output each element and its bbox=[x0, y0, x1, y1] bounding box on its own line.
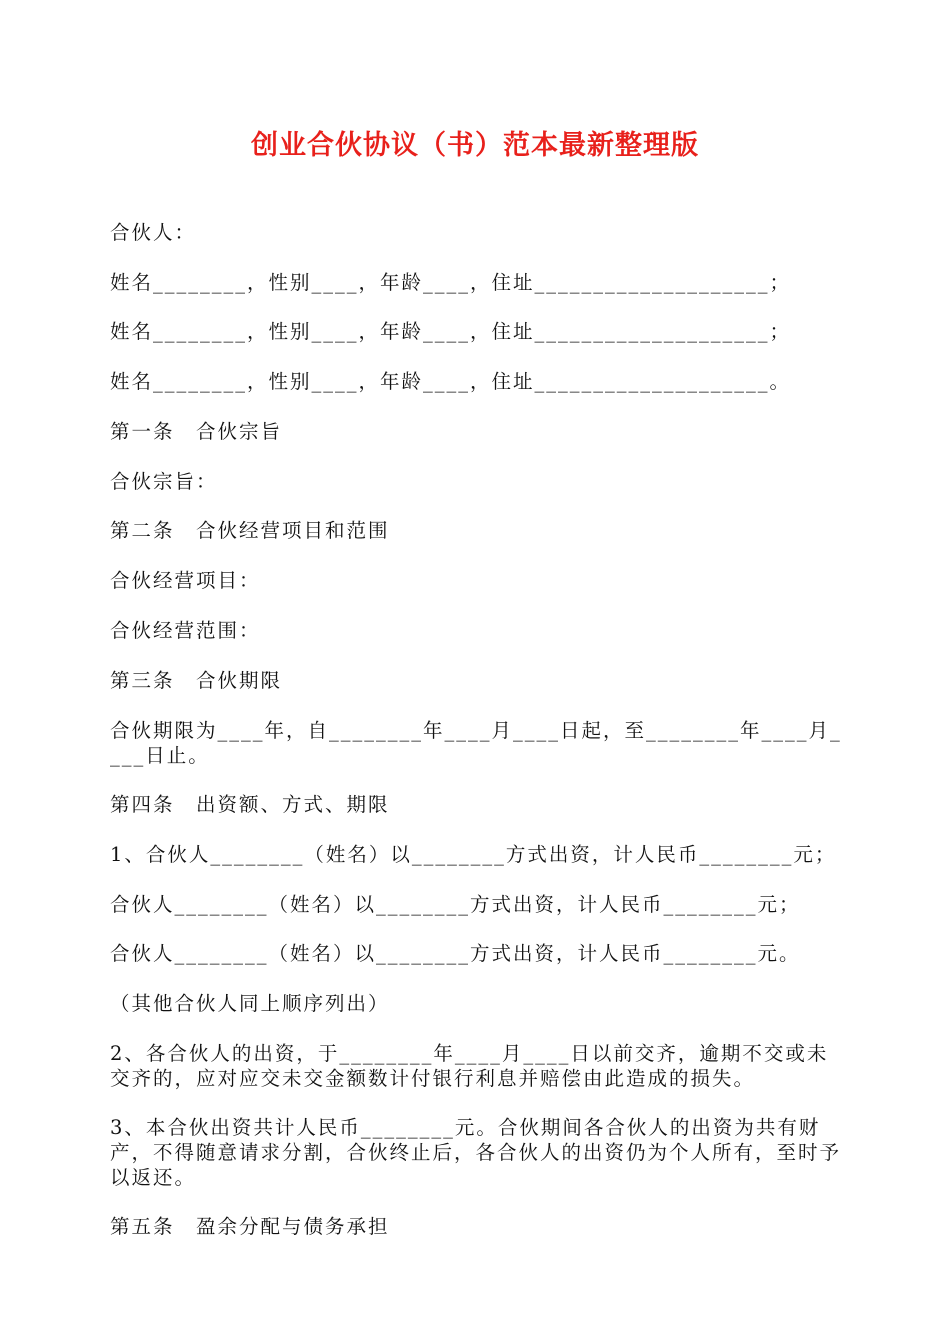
business-project-line: 合伙经营项目： bbox=[110, 569, 261, 592]
business-scope-line: 合伙经营范围： bbox=[110, 619, 261, 642]
contribution-deadline-paragraph: 2、各合伙人的出资，于________年____月____日以前交齐，逾期不交或未交齐的，应对应交未交金额数计付银行利息并赔偿由此造成的损失。 bbox=[110, 1042, 829, 1090]
partner-info-line-1: 姓名________，性别____，年龄____，住址____________________； bbox=[110, 271, 792, 294]
contribution-line-3: 合伙人________（姓名）以________方式出资，计人民币________元。 bbox=[110, 942, 801, 965]
article-5-heading: 第五条 盈余分配与债务承担 bbox=[110, 1215, 390, 1238]
contribution-line-2: 合伙人________（姓名）以________方式出资，计人民币________元； bbox=[110, 893, 801, 916]
partners-heading: 合伙人： bbox=[110, 221, 197, 244]
article-3-heading: 第三条 合伙期限 bbox=[110, 669, 283, 692]
contribution-note: （其他合伙人同上顺序列出） bbox=[110, 992, 390, 1015]
article-4-heading: 第四条 出资额、方式、期限 bbox=[110, 793, 390, 816]
contribution-line-1: 1、合伙人________（姓名）以________方式出资，计人民币________元； bbox=[110, 843, 837, 866]
total-contribution-paragraph: 3、本合伙出资共计人民币________元。合伙期间各合伙人的出资为共有财产，不得随意请求分割，合伙终止后，各合伙人的出资仍为个人所有，至时予以返还。 bbox=[110, 1116, 842, 1189]
partner-info-line-2: 姓名________，性别____，年龄____，住址____________________； bbox=[110, 320, 792, 343]
article-2-heading: 第二条 合伙经营项目和范围 bbox=[110, 519, 390, 542]
purpose-line: 合伙宗旨： bbox=[110, 470, 218, 493]
partner-info-line-3: 姓名________，性别____，年龄____，住址____________________。 bbox=[110, 370, 792, 393]
document-title: 创业合伙协议（书）范本最新整理版 bbox=[251, 130, 699, 161]
term-paragraph: 合伙期限为____年，自________年____月____日起，至________年____月____日止。 bbox=[110, 719, 842, 767]
article-1-heading: 第一条 合伙宗旨 bbox=[110, 420, 283, 443]
